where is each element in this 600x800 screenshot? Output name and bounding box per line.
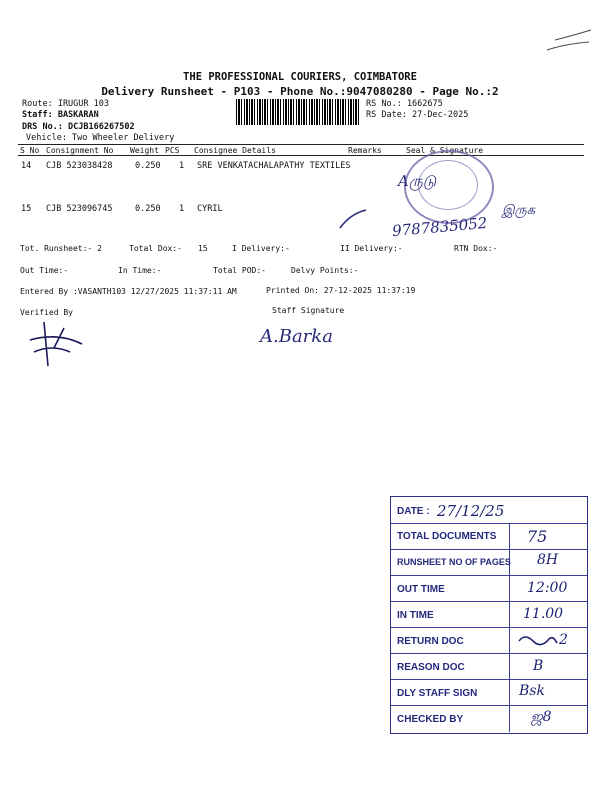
stamp-row-divider [391, 601, 587, 602]
stamp-row-divider [391, 627, 587, 628]
stamp-in-time-value: 11.00 [523, 606, 564, 622]
row-consignee: CYRIL [197, 204, 223, 214]
verified-by-signature [24, 318, 94, 370]
stamp-checked-by-label: CHECKED BY [397, 714, 464, 725]
total-pod: Total POD:- [213, 266, 266, 275]
stamp-return-doc-label: RETURN DOC [397, 636, 464, 647]
table-header-rule [18, 155, 584, 156]
rs-date: RS Date: 27-Dec-2025 [366, 110, 469, 120]
stamp-date-label: DATE : [397, 506, 430, 517]
stamp-row-divider [391, 679, 587, 680]
stamp-checked-by-value: ஜ8 [531, 709, 552, 725]
route-text: Route: IRUGUR 103 [22, 99, 109, 109]
pen-scribble-top [545, 26, 595, 54]
stamp-total-documents-label: TOTAL DOCUMENTS [397, 531, 497, 542]
row-weight: 0.250 [135, 161, 161, 171]
tot-runsheet: Tot. Runsheet:- 2 [20, 244, 102, 253]
out-time: Out Time:- [20, 266, 69, 275]
col-header-consignee: Consignee Details [194, 146, 276, 155]
delvy-points: Delvy Points:- [291, 266, 359, 275]
ii-delivery: II Delivery:- [340, 244, 403, 253]
row-weight: 0.250 [135, 204, 161, 214]
col-header-pcs: PCS [165, 146, 180, 155]
staff-handwritten-signature: A.Barka [260, 326, 333, 347]
vehicle-text: Vehicle: Two Wheeler Delivery [26, 133, 175, 143]
total-dox-value: 15 [198, 244, 208, 253]
stamp-reason-doc-label: REASON DOC [397, 662, 465, 673]
col-header-consignment: Consignment No [46, 146, 114, 155]
row-consignment: CJB 523038428 [46, 161, 113, 171]
stamp-return-doc-scribble [515, 631, 559, 651]
rs-number: RS No.: 1662675 [366, 99, 443, 109]
stamp-date-value: 27/12/25 [437, 502, 505, 520]
stamp-reason-doc-value: B [533, 658, 544, 674]
col-header-sno: S No [20, 146, 40, 155]
stamp-dly-staff-sign-label: DLY STAFF SIGN [397, 688, 478, 699]
table-top-rule [18, 144, 584, 145]
stamp-row-divider [391, 523, 587, 524]
stamp-row-divider [391, 549, 587, 550]
row14-handwritten-signature: Aருடு [398, 172, 437, 190]
col-header-seal: Seal & Signature [406, 146, 484, 155]
col-header-remarks: Remarks [348, 146, 382, 155]
row-sno: 14 [21, 161, 32, 171]
pen-stroke-mark [338, 208, 368, 230]
stamp-total-documents-value: 75 [527, 527, 548, 546]
verified-by-label: Verified By [20, 308, 73, 317]
staff-signature-label: Staff Signature [272, 306, 345, 315]
col-header-weight: Weight [130, 146, 159, 155]
stamp-return-doc-value: 2 [559, 632, 568, 648]
row-pcs: 1 [179, 204, 185, 214]
stamp-row-divider [391, 575, 587, 576]
stamp-out-time-label: OUT TIME [397, 584, 445, 595]
stamp-row-divider [391, 705, 587, 706]
barcode-image [236, 99, 360, 125]
stamp-out-time-value: 12:00 [527, 580, 568, 596]
printed-on: Printed On: 27-12-2025 11:37:19 [266, 286, 416, 295]
entered-by: Entered By :VASANTH103 12/27/2025 11:37:11 AM [20, 287, 237, 296]
handwritten-tamil-note: இருக [502, 203, 536, 218]
delivery-stamp-box [390, 496, 588, 734]
row-sno: 15 [21, 204, 32, 214]
total-dox-label: Total Dox:- [129, 244, 182, 253]
row-consignee: SRE VENKATACHALAPATHY TEXTILES [197, 161, 351, 171]
stamp-runsheet-pages-value: 8H [537, 552, 559, 568]
i-delivery: I Delivery:- [232, 244, 290, 253]
stamp-runsheet-pages-label: RUNSHEET NO OF PAGES [397, 557, 511, 567]
in-time: In Time:- [118, 266, 162, 275]
stamp-in-time-label: IN TIME [397, 610, 434, 621]
row-pcs: 1 [179, 161, 185, 171]
drs-number: DRS No.: DCJB166267502 [22, 122, 135, 132]
rtn-dox: RTN Dox:- [454, 244, 498, 253]
company-title: THE PROFESSIONAL COURIERS, COIMBATORE [183, 71, 417, 83]
row-consignment: CJB 523096745 [46, 204, 113, 214]
staff-text: Staff: BASKARAN [22, 110, 99, 120]
stamp-dly-staff-sign-value: Bsk [519, 683, 545, 699]
stamp-row-divider [391, 653, 587, 654]
handwritten-phone-number: 9787835052 [391, 213, 489, 241]
runsheet-subtitle: Delivery Runsheet - P103 - Phone No.:9047080280 - Page No.:2 [101, 85, 499, 98]
